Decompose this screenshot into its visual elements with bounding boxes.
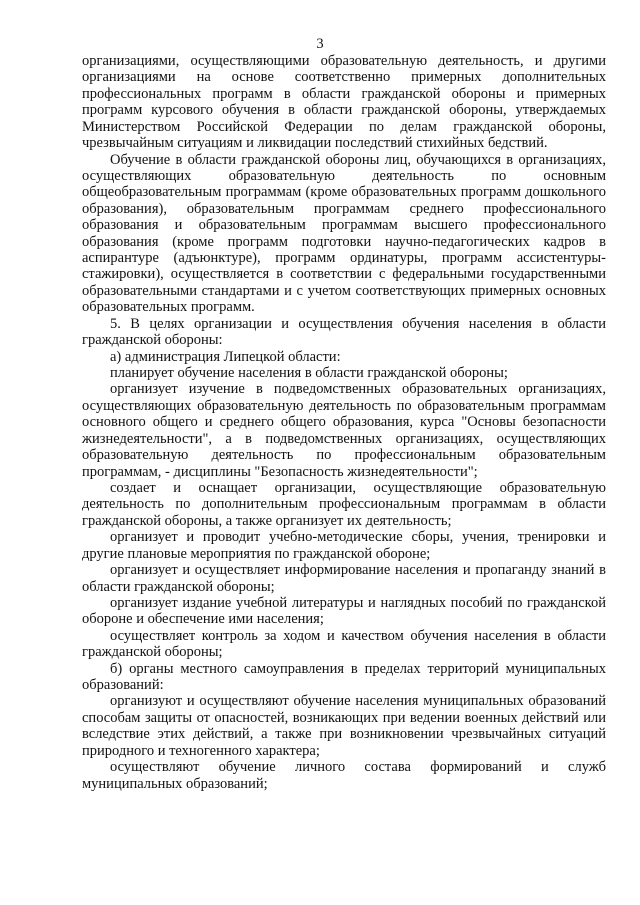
paragraph: осуществляют обучение личного состава формирований и служб муниципальных образований; [82,759,606,792]
page-number: 3 [316,36,324,52]
paragraph: 5. В целях организации и осуществления обучения населения в области гражданской обороны: [82,315,606,349]
paragraph: осуществляет контроль за ходом и качеством обучения населения в области гражданской обороны; [82,627,606,661]
paragraph: б) органы местного самоуправления в пределах территорий муниципальных образований: [82,660,606,694]
paragraph: организуют и осуществляют обучение населения муниципальных образований способам защиты от опасностей, возникающих при ведении военных действий или вследствие этих действий, а также при возникновении чрезвычайных ситуаций природного и техногенного характера; [82,693,606,759]
paragraph: Обучение в области гражданской обороны лиц, обучающихся в организациях, осуществляющих образовательную деятельность по основным общеобразовательным программам (кроме образовательных программ дошкольного образования), образовательным программам среднего профессионального образования и образовательным программам высшего профессионального образования (кроме программ подготовки научно-педагогических кадров в аспирантуре (адъюнктуре), программ ординатуры, программ ассистентуры-стажировки), осуществляется в соответствии с федеральными государственными образовательными стандартами и с учетом соответствующих примерных основных образовательных программ. [82,151,606,316]
paragraph: организует и проводит учебно-методические сборы, учения, тренировки и другие плановые мероприятия по гражданской обороне; [82,529,606,562]
paragraph: создает и оснащает организации, осуществляющие образовательную деятельность по дополнительным профессиональным программам в области гражданской обороны, а также организует их деятельность; [82,479,606,529]
paragraph: планирует обучение населения в области гражданской обороны; [110,365,508,382]
document-body [82,53,606,792]
paragraph: организациями, осуществляющими образовательную деятельность, и другими организациями на основе соответственно примерных дополнительных профессиональных программ в области гражданской обороны и примерных программ курсового обучения в области гражданской обороны, утверждаемых Министерством Российской Федерации по делам гражданской обороны, чрезвычайным ситуациям и ликвидации последствий стихийных бедствий. [82,53,606,152]
paragraph: а) администрация Липецкой области: [110,348,341,365]
paragraph: организует и осуществляет информирование населения и пропаганду знаний в области гражданской обороны; [82,562,606,595]
paragraph: организует издание учебной литературы и наглядных пособий по гражданской обороне и обеспечение ими населения; [82,594,606,628]
paragraph: организует изучение в подведомственных образовательных организациях, осуществляющих образовательную деятельность по образовательным программам основного общего и среднего общего образования, курса "Основы безопасности жизнедеятельности", а в подведомственных организациях, осуществляющих образовательную деятельность по профессиональным образовательным программам, - дисциплины "Безопасность жизнедеятельности"; [82,381,606,480]
